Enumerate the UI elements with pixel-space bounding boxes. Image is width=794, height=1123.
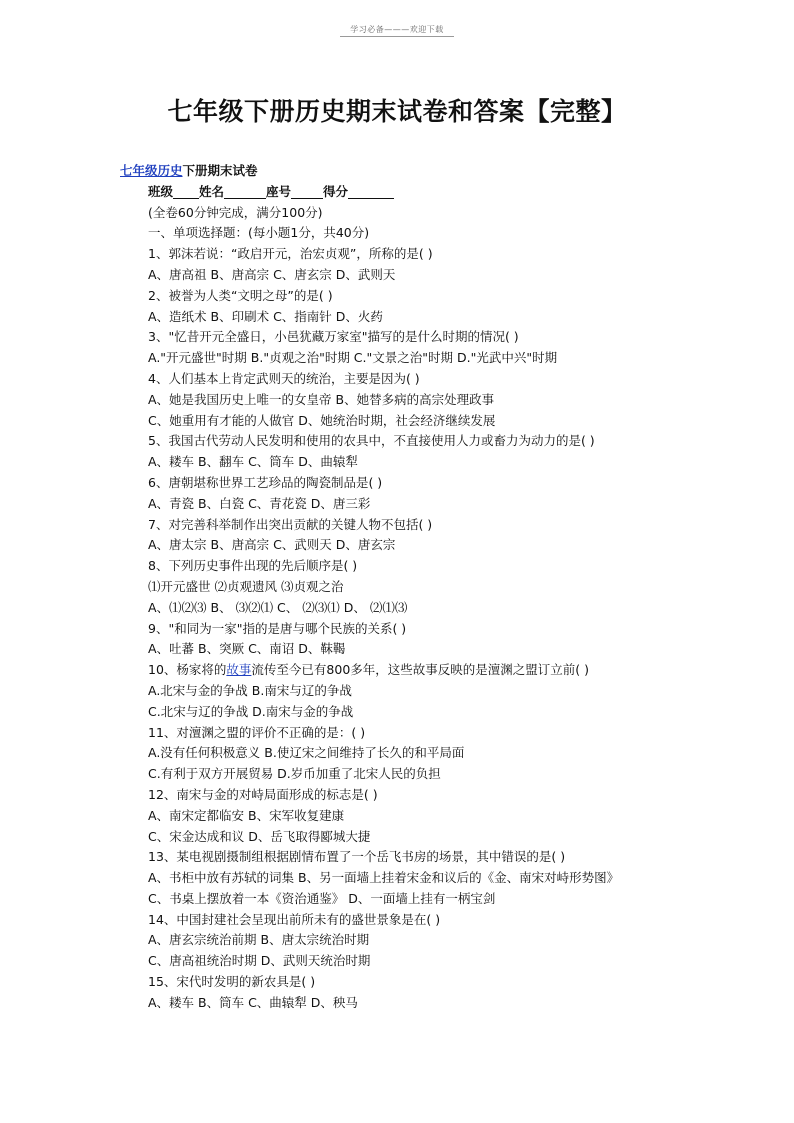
question-line: A、耧车 B、筒车 C、曲辕犁 D、秧马 [148,994,358,1010]
exam-content [120,161,740,1014]
q10-before: 10、杨家将的 [148,662,227,678]
question-line: C.有利于双方开展贸易 D.岁币加重了北宋人民的负担 [148,766,441,782]
question-line: A.北宋与金的争战 B.南宋与辽的争战 [148,682,352,698]
question-line: C、唐高祖统治时期 D、武则天统治时期 [148,953,371,969]
question-line: 一、单项选择题：(每小题1分，共40分) [148,225,370,241]
question-line: A、唐玄宗统治前期 B、唐太宗统治时期 [148,932,370,948]
question-line: C、书桌上摆放着一本《资治通鉴》 D、一面墙上挂有一柄宝剑 [148,890,496,906]
question-line: ⑴开元盛世 ⑵贞观遗风 ⑶贞观之治 [148,578,344,594]
header-note: 学习必备———欢迎下载 [350,25,444,34]
name-blank [224,184,266,199]
student-info-row [120,182,740,203]
header-divider [340,36,454,37]
question-line: 5、我国古代劳动人民发明和使用的农具中，不直接使用人力或畜力为动力的是( ) [148,433,595,449]
question-line: 15、宋代时发明的新农具是( ) [148,974,316,990]
story-link[interactable]: 故事 [226,662,252,678]
q10-after: 流传至今已有800多年，这些故事反映的是澶渊之盟订立前( ) [251,662,590,678]
question-line: 13、某电视剧摄制组根据剧情布置了一个岳飞书房的场景，其中错误的是( ) [148,849,566,865]
class-label: 班级 [148,183,174,199]
score-blank [348,184,394,199]
question-line: 3、"忆昔开元全盛日，小邑犹藏万家室"描写的是什么时期的情况( ) [148,329,519,345]
question-line: A.没有任何积极意义 B.使辽宋之间维持了长久的和平局面 [148,745,465,761]
question-line: A、书柜中放有苏轼的词集 B、另一面墙上挂着宋金和议后的《金、南宋对峙形势图》 [148,870,620,886]
name-label: 姓名 [199,183,225,199]
question-line: 8、下列历史事件出现的先后顺序是( ) [148,558,358,574]
question-line: 14、中国封建社会呈现出前所未有的盛世景象是在( ) [148,911,441,927]
seat-label: 座号 [266,183,292,199]
exam-subtitle [120,161,740,182]
question-line: C.北宋与辽的争战 D.南宋与金的争战 [148,703,354,719]
seat-blank [291,184,323,199]
question-line: A、吐蕃 B、突厥 C、南诏 D、靺鞨 [148,641,346,657]
question-line: A、南宋定都临安 B、宋军收复建康 [148,807,345,823]
question-line: (全卷60分钟完成，满分100分) [148,204,323,220]
question-line: C、她重用有才能的人做官 D、她统治时期，社会经济继续发展 [148,412,496,428]
question-line: A、唐高祖 B、唐高宗 C、唐玄宗 D、武则天 [148,266,396,282]
question-10-line [120,660,740,681]
question-line: A."开元盛世"时期 B."贞观之治"时期 C."文景之治"时期 D."光武中兴"时期 [148,350,558,366]
question-line: C、宋金达成和议 D、岳飞取得郾城大捷 [148,828,371,844]
question-line: 12、南宋与金的对峙局面形成的标志是( ) [148,786,378,802]
score-label: 得分 [323,183,349,199]
class-blank [173,184,199,199]
subtitle-rest: 下册期末试卷 [182,163,258,178]
question-line: 4、人们基本上肯定武则天的统治，主要是因为( ) [148,370,420,386]
question-line: A、唐太宗 B、唐高宗 C、武则天 D、唐玄宗 [148,537,396,553]
question-line: 1、郭沫若说：“政启开元，治宏贞观”，所称的是( ) [148,246,433,262]
question-line: 2、被誉为人类“文明之母”的是( ) [148,287,333,303]
question-line: 9、"和同为一家"指的是唐与哪个民族的关系( ) [148,620,407,636]
question-line: A、她是我国历史上唯一的女皇帝 B、她替多病的高宗处理政事 [148,391,495,407]
question-line: A、青瓷 B、白瓷 C、青花瓷 D、唐三彩 [148,495,371,511]
page-title: 七年级下册历史期末试卷和答案【完整】 [167,97,627,126]
question-line: A、⑴⑵⑶ B、 ⑶⑵⑴ C、 ⑵⑶⑴ D、 ⑵⑴⑶ [148,599,408,615]
question-line: 6、唐朝堪称世界工艺珍品的陶瓷制品是( ) [148,474,383,490]
subtitle-link[interactable]: 七年级历史 [120,163,183,178]
question-line: 7、对完善科举制作出突出贡献的关键人物不包括( ) [148,516,433,532]
question-line: 11、对澶渊之盟的评价不正确的是：( ) [148,724,366,740]
question-line: A、造纸术 B、印刷术 C、指南针 D、火药 [148,308,383,324]
question-line: A、耧车 B、翻车 C、筒车 D、曲辕犁 [148,454,358,470]
